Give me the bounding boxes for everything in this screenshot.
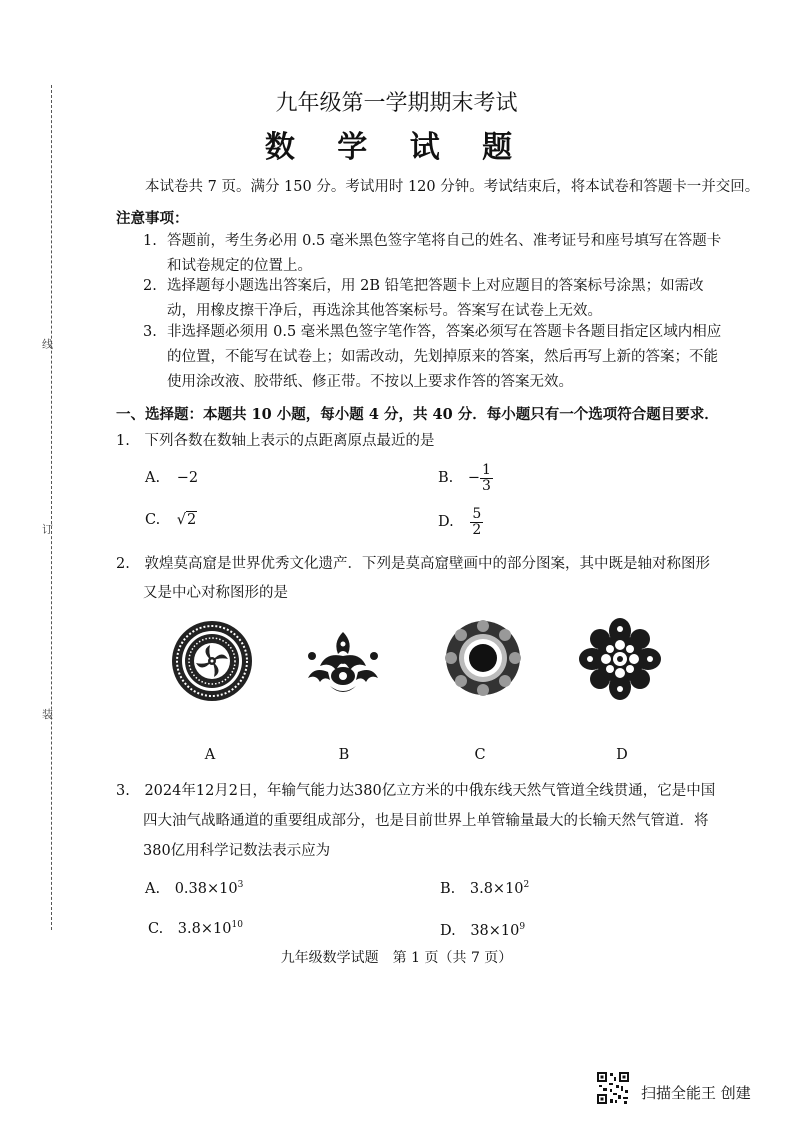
question-2 [116, 549, 710, 579]
q3-option-b [440, 880, 529, 897]
option-value: −2 [176, 470, 199, 486]
scanner-watermark: 扫描全能王 创建 [641, 1084, 751, 1102]
question-number: 2. [116, 556, 130, 572]
question-stem-line2: 四大油气战略通道的重要组成部分，也是目前世界上单管输量最大的长输天然气管道．将 [143, 813, 709, 829]
exam-subtitle: 数 学 试 题 [264, 130, 529, 165]
denominator: 2 [472, 521, 482, 538]
option-label: B. [440, 880, 456, 897]
option-sign: − [467, 470, 481, 487]
denominator: 3 [482, 477, 491, 494]
section-heading: 一、选择题：本题共 10 小题，每小题 4 分，共 40 分．每小题只有一个选项符合题目要求． [116, 406, 719, 423]
q3-option-a [145, 880, 243, 897]
option-base: 0.38×10 [174, 880, 238, 897]
notice-item-3 [143, 320, 723, 395]
notice-item-1 [143, 229, 723, 279]
pattern-d-image [578, 617, 662, 701]
pattern-c-image [443, 618, 523, 698]
exam-intro: 本试卷共 7 页。满分 150 分。考试用时 120 分钟。考试结束后，将本试卷和答题卡一并交回。 [145, 179, 760, 195]
pattern-label-d: D [616, 747, 628, 763]
question-number: 1. [116, 433, 130, 449]
option-label: A. [145, 470, 161, 486]
side-mark-staple: 订 [42, 523, 53, 536]
q1-option-a [145, 470, 198, 486]
option-exponent: 3 [237, 880, 244, 890]
question-stem-line3: 380亿用科学记数法表示应为 [143, 843, 331, 859]
notice-num: 1. [143, 233, 157, 249]
q1-option-c [145, 512, 197, 528]
numerator: 5 [472, 506, 482, 522]
pattern-label-c: C [474, 747, 486, 763]
q1-option-d [438, 507, 483, 537]
question-3 [116, 776, 715, 806]
pattern-b-image [300, 626, 386, 698]
option-label: C. [148, 920, 164, 937]
option-label: B. [438, 470, 454, 487]
notice-num: 2. [143, 278, 157, 294]
notice-title: 注意事项： [116, 210, 189, 227]
side-mark-line: 线 [42, 338, 53, 351]
option-label: D. [438, 514, 454, 531]
question-1 [116, 426, 434, 456]
option-exponent: 10 [231, 920, 243, 930]
binding-line [51, 85, 52, 930]
q3-option-d [440, 922, 525, 939]
question-stem-line2: 又是中心对称图形的是 [143, 585, 288, 601]
question-stem: 下列各数在数轴上表示的点距离原点最近的是 [144, 433, 435, 449]
q3-option-c [148, 920, 243, 937]
numerator: 1 [482, 462, 491, 478]
q1-option-b [438, 463, 493, 493]
notice-item-2 [143, 274, 723, 324]
notice-text: 非选择题必须用 0.5 毫米黑色签字笔作答，答案必须写在答题卡各题目指定区域内相应的位置，不能写在试卷上；如需改动，先划掉原来的答案，然后再写上新的答案；不能使用涂改液、胶带纸、修正带。不按以上要求作答的答案无效。 [167, 324, 722, 390]
fraction [480, 463, 493, 493]
pattern-a-image [170, 619, 254, 703]
notice-num: 3. [143, 324, 157, 340]
option-exponent: 9 [519, 922, 526, 932]
option-label: C. [145, 512, 161, 528]
pattern-label-b: B [338, 747, 350, 763]
option-label: A. [145, 880, 161, 897]
option-base: 3.8×10 [177, 920, 232, 937]
exam-title: 九年级第一学期期末考试 [275, 91, 518, 116]
pattern-label-a: A [204, 747, 216, 763]
option-label: D. [440, 922, 456, 939]
side-mark-bind: 装 [42, 708, 53, 721]
option-base: 38×10 [470, 922, 520, 939]
qr-code-icon [596, 1071, 630, 1105]
option-exponent: 2 [523, 880, 530, 890]
notice-text: 答题前，考生务必用 0.5 毫米黑色签字笔将自己的姓名、准考证号和座号填写在答题卡和试卷规定的位置上。 [167, 233, 722, 274]
page-footer: 九年级数学试题 第 1 页（共 7 页） [280, 950, 513, 966]
question-stem-line1: 敦煌莫高窟是世界优秀文化遗产．下列是莫高窟壁画中的部分图案，其中既是轴对称图形 [144, 556, 710, 572]
notice-text: 选择题每小题选出答案后，用 2B 铅笔把答题卡上对应题目的答案标号涂黑；如需改动，用橡皮擦干净后，再选涂其他答案标号。答案写在试卷上无效。 [167, 278, 704, 319]
radicand: 2 [187, 512, 197, 528]
fraction [470, 507, 483, 537]
question-number: 3. [116, 783, 130, 799]
option-base: 3.8×10 [469, 880, 524, 897]
question-stem-line1: 2024年12月2日，年输气能力达380亿立方米的中俄东线天然气管道全线贯通，它是中国 [144, 783, 716, 799]
sqrt-sign: √ [176, 512, 187, 528]
